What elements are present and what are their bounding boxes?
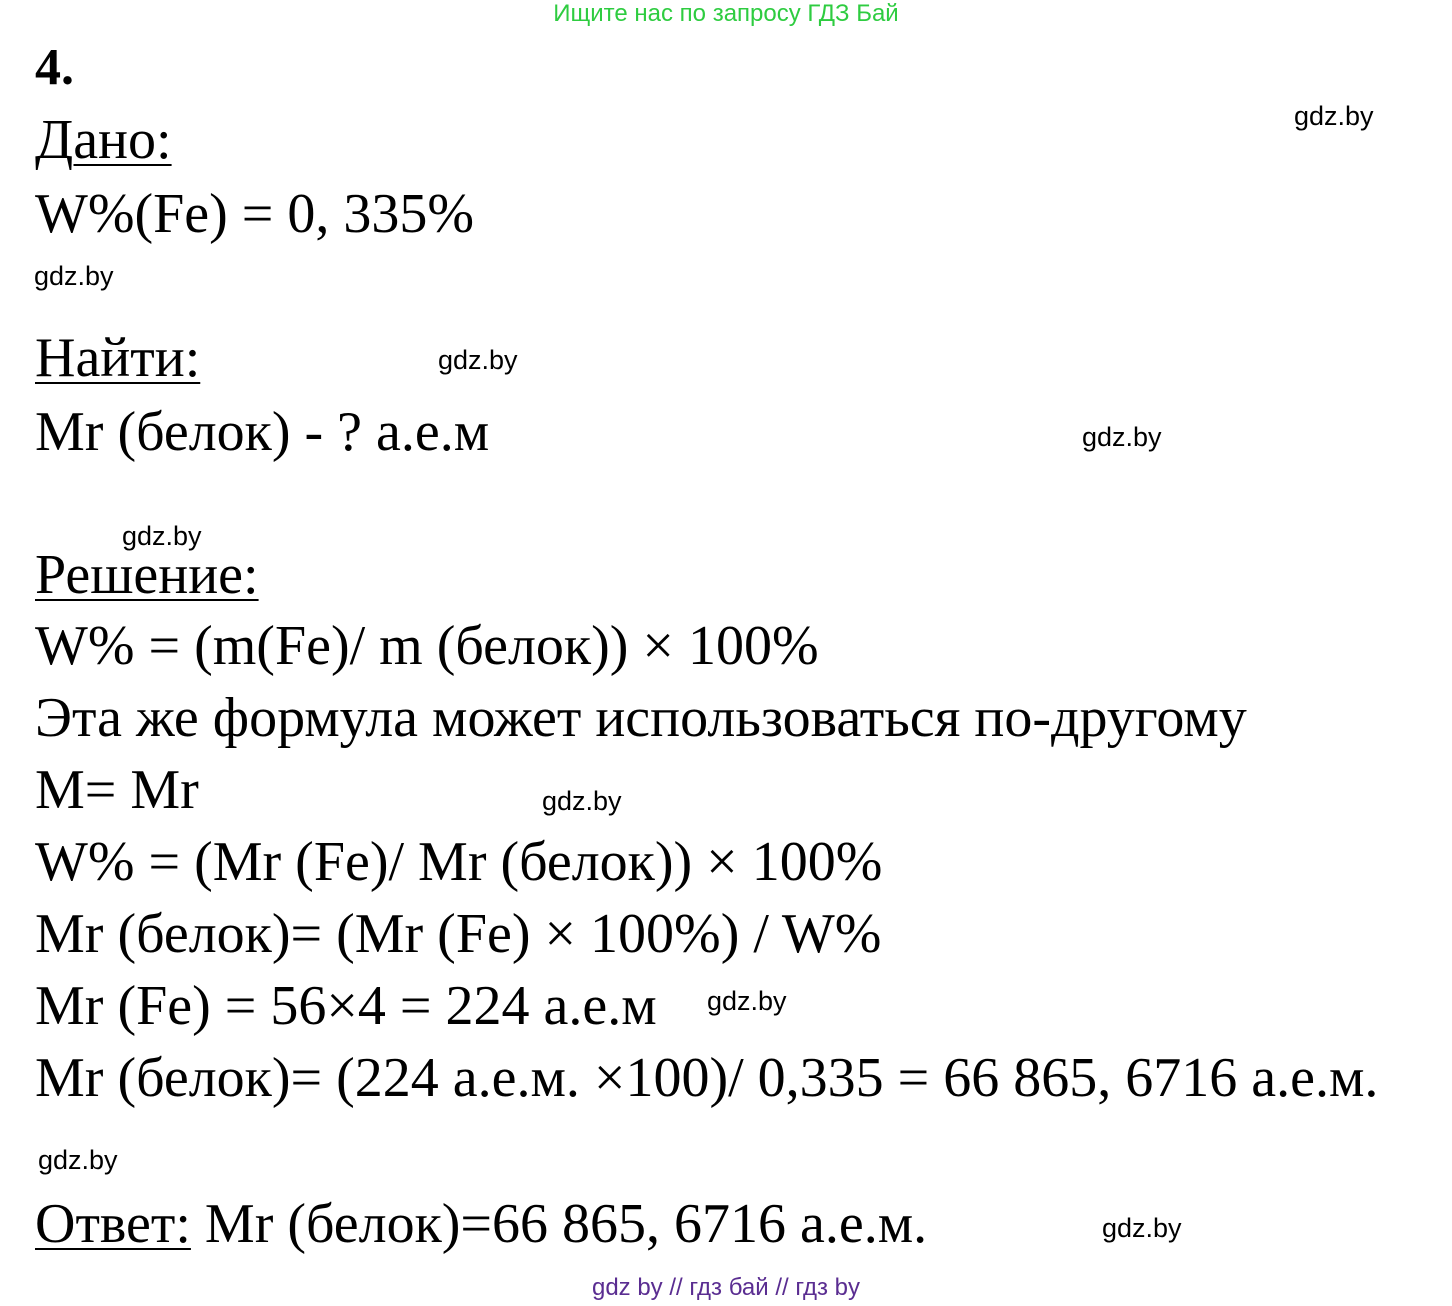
answer-label: Ответ: [35,1193,191,1255]
solution-line: W% = (Mr (Fe)/ Mr (белок)) × 100% [35,831,883,893]
given-line: W%(Fe) = 0, 335% [35,183,475,245]
answer-line [35,1193,928,1255]
task-number: 4. [35,39,74,96]
given-heading: Дано: [35,109,172,171]
find-line: Mr (белок) - ? а.е.м [35,401,490,463]
top-banner: Ищите нас по запросу ГДЗ Бай [553,0,899,27]
solution-line: Mr (белок)= (224 а.е.м. ×100)/ 0,335 = 66 865, 6716 а.е.м. [35,1047,1379,1109]
solution-line: M= Mr [35,759,199,821]
watermark: gdz.by [122,521,202,551]
watermark: gdz.by [438,345,518,375]
watermark: gdz.by [1082,422,1162,452]
solution-line: Эта же формула может использоваться по-другому [35,687,1247,749]
watermark: gdz.by [1102,1213,1182,1243]
watermark: gdz.by [707,986,787,1016]
answer-text: Mr (белок)=66 865, 6716 а.е.м. [190,1193,928,1255]
watermark: gdz.by [1294,101,1374,131]
watermark: gdz.by [38,1145,118,1175]
footer-links: gdz by // гдз бай // гдз by [591,1274,861,1301]
solution-line: Mr (белок)= (Mr (Fe) × 100%) / W% [35,903,882,965]
solution-line: Mr (Fe) = 56×4 = 224 а.е.м [35,975,657,1037]
find-heading: Найти: [35,327,201,389]
solution-line: W% = (m(Fe)/ m (белок)) × 100% [35,615,819,677]
watermark: gdz.by [34,261,114,291]
watermark: gdz.by [542,786,622,816]
solution-heading: Решение: [35,544,259,606]
